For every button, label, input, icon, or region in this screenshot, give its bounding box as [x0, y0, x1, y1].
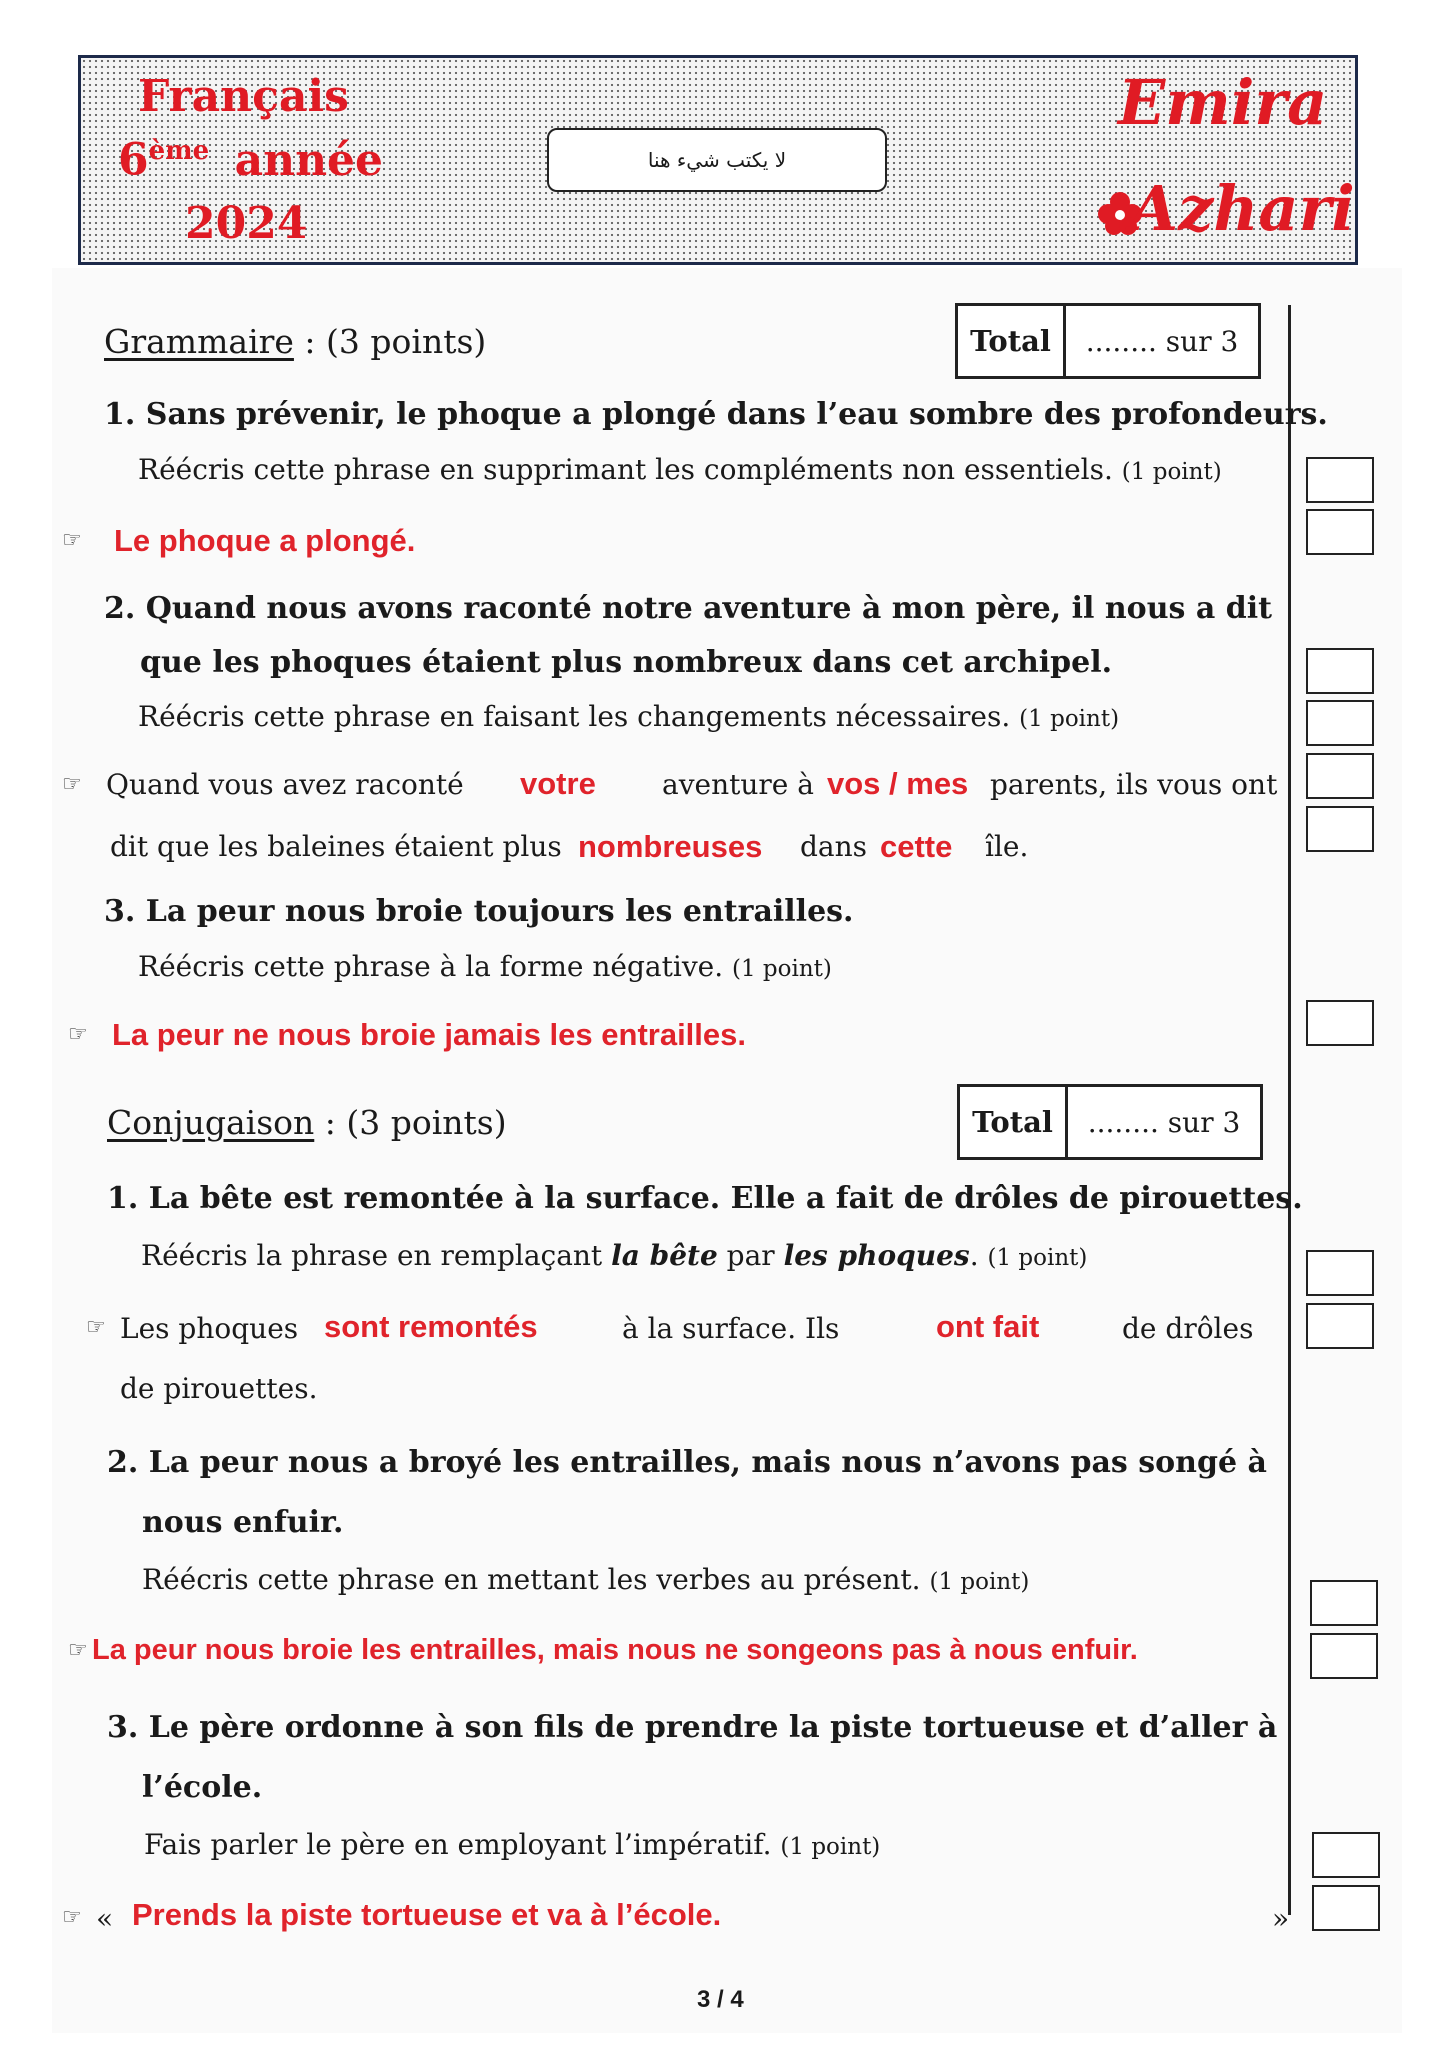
total-score[interactable]: ........ sur 3: [1085, 324, 1239, 358]
score-box[interactable]: [1306, 457, 1374, 503]
quote-close: »: [1272, 1902, 1290, 1935]
logo-emira: Emira: [1118, 66, 1328, 139]
question-c2-cont: nous enfuir.: [142, 1505, 344, 1540]
fill-text: de drôles: [1122, 1312, 1254, 1345]
year-title: 2024: [185, 198, 308, 249]
instruction-c2: Réécris cette phrase en mettant les verbes au présent. (1 point): [142, 1563, 1030, 1596]
answer-2b[interactable]: vos / mes: [827, 766, 969, 801]
score-box[interactable]: [1306, 509, 1374, 555]
instruction-c3: Fais parler le père en employant l’impératif. (1 point): [144, 1828, 881, 1861]
score-box[interactable]: [1306, 1250, 1374, 1296]
fill-text: de pirouettes.: [120, 1372, 318, 1405]
total-score[interactable]: ........ sur 3: [1087, 1105, 1241, 1139]
question-c3: 3. Le père ordonne à son fils de prendre la piste tortueuse et d’aller à: [107, 1710, 1278, 1745]
score-box[interactable]: [1312, 1832, 1380, 1878]
logo-azhari: Azhari: [1130, 172, 1355, 245]
score-box[interactable]: [1306, 753, 1374, 799]
answer-1[interactable]: Le phoque a plongé.: [114, 523, 416, 558]
conjugaison-total-box: [957, 1084, 1263, 1160]
pointing-hand-icon: ☞: [86, 1315, 106, 1340]
instruction-c1: Réécris la phrase en remplaçant la bête par les phoques. (1 point): [141, 1239, 1088, 1272]
grammaire-total-box: [955, 303, 1261, 379]
answer-2d[interactable]: cette: [880, 829, 953, 864]
question-c3-cont: l’école.: [142, 1770, 263, 1805]
pointing-hand-icon: ☞: [68, 1022, 88, 1047]
score-box[interactable]: [1306, 1303, 1374, 1349]
answer-2a[interactable]: votre: [520, 766, 596, 801]
instruction-1: Réécris cette phrase en supprimant les compléments non essentiels. (1 point): [138, 453, 1222, 486]
score-box[interactable]: [1312, 1885, 1380, 1931]
question-2: 2. Quand nous avons raconté notre aventure à mon père, il nous a dit: [104, 591, 1272, 626]
fill-text: à la surface. Ils: [622, 1312, 840, 1345]
pointing-hand-icon: ☞: [68, 1638, 88, 1663]
pointing-hand-icon: ☞: [62, 528, 82, 553]
question-c2: 2. La peur nous a broyé les entrailles, mais nous n’avons pas songé à: [107, 1445, 1267, 1480]
instruction-2: Réécris cette phrase en faisant les changements nécessaires. (1 point): [138, 700, 1120, 733]
conjugaison-heading: Conjugaison : (3 points): [107, 1103, 507, 1142]
score-box[interactable]: [1306, 648, 1374, 694]
pointing-hand-icon: ☞: [62, 772, 82, 797]
subject-title: Français: [138, 71, 349, 122]
pointing-hand-icon: ☞: [62, 1905, 82, 1930]
quote-open: «: [96, 1902, 114, 1935]
fill-text: dans: [800, 830, 868, 863]
score-box[interactable]: [1310, 1633, 1378, 1679]
question-3: 3. La peur nous broie toujours les entrailles.: [104, 894, 854, 929]
question-1: 1. Sans prévenir, le phoque a plongé dans l’eau sombre des profondeurs.: [104, 397, 1328, 432]
page-number: 3 / 4: [697, 1986, 744, 2013]
answer-c3[interactable]: Prends la piste tortueuse et va à l’école.: [132, 1897, 722, 1932]
total-label: Total: [958, 306, 1066, 376]
question-2-cont: que les phoques étaient plus nombreux dans cet archipel.: [140, 645, 1113, 680]
fill-text: Les phoques: [120, 1312, 299, 1345]
answer-c1b[interactable]: ont fait: [936, 1309, 1040, 1344]
grammaire-heading: Grammaire : (3 points): [104, 322, 487, 361]
answer-2c[interactable]: nombreuses: [578, 829, 763, 864]
answer-c2[interactable]: La peur nous broie les entrailles, mais nous ne songeons pas à nous enfuir.: [92, 1634, 1138, 1666]
score-box[interactable]: [1306, 700, 1374, 746]
score-box[interactable]: [1306, 806, 1374, 852]
fill-text: dit que les baleines étaient plus: [110, 830, 562, 863]
grade-title: 6ème année: [118, 134, 384, 186]
fill-text: Quand vous avez raconté: [106, 768, 464, 801]
score-box[interactable]: [1306, 1000, 1374, 1046]
instruction-3: Réécris cette phrase à la forme négative. (1 point): [138, 950, 832, 983]
total-label: Total: [960, 1087, 1068, 1157]
question-c1: 1. La bête est remontée à la surface. Elle a fait de drôles de pirouettes.: [107, 1181, 1303, 1216]
fill-text: île.: [985, 830, 1029, 863]
score-box[interactable]: [1310, 1580, 1378, 1626]
margin-line: [1288, 305, 1291, 1915]
answer-c1a[interactable]: sont remontés: [324, 1309, 538, 1344]
fill-text: aventure à: [662, 768, 814, 801]
answer-3[interactable]: La peur ne nous broie jamais les entrailles.: [112, 1017, 747, 1052]
fill-text: parents, ils vous ont: [990, 768, 1278, 801]
do-not-write-box: لا يكتب شيء هنا: [547, 128, 887, 192]
